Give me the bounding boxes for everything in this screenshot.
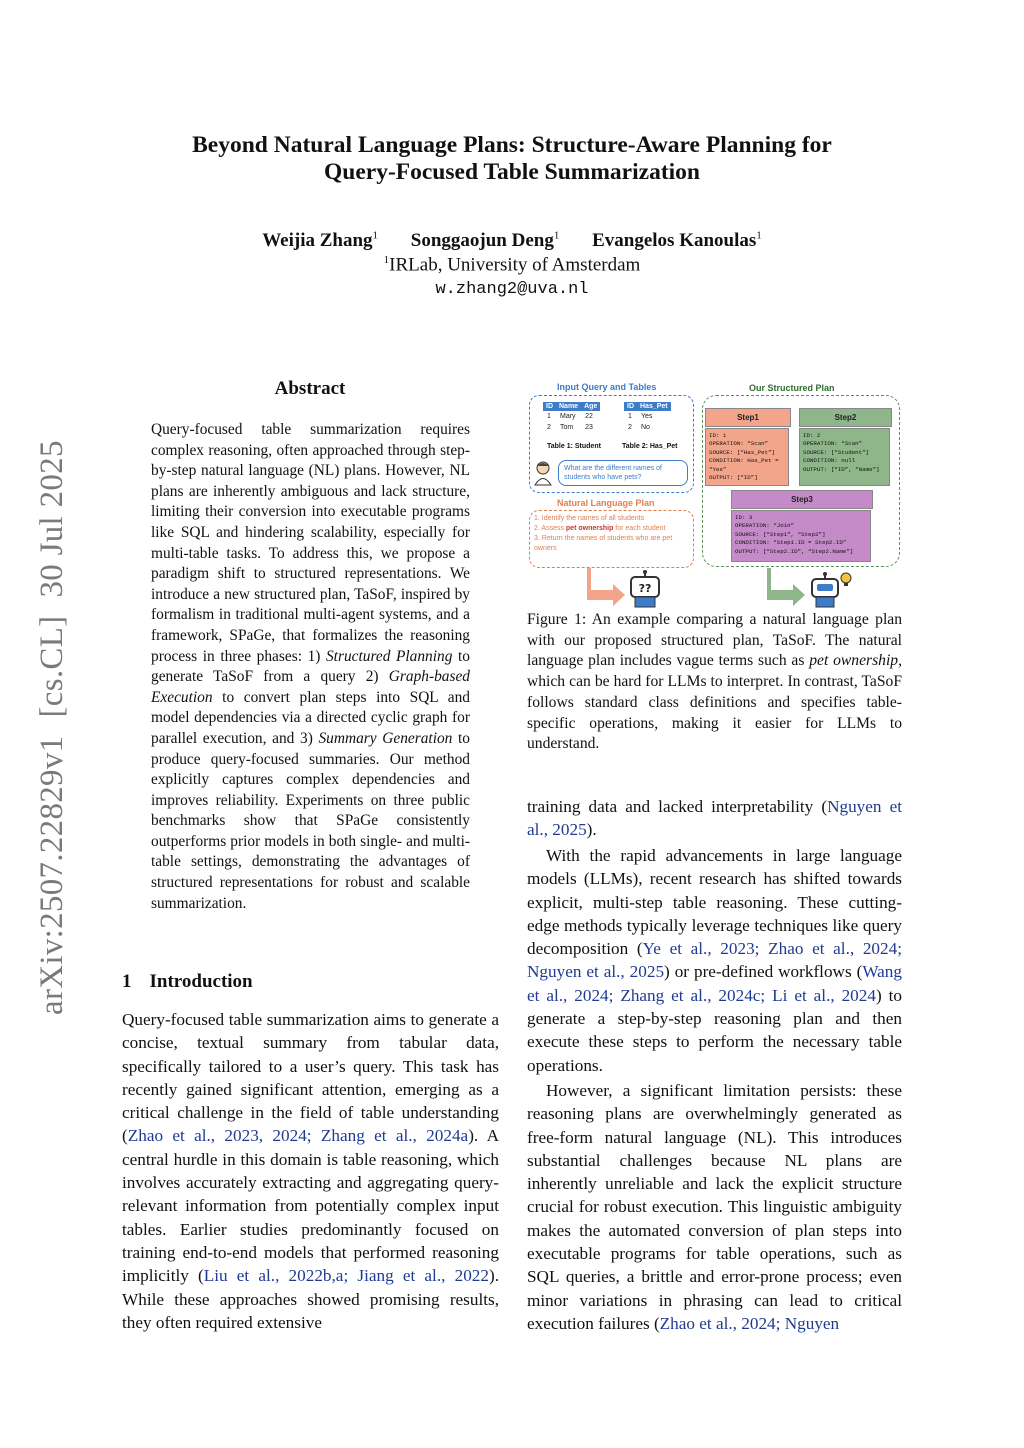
citation-link[interactable]: Nguyen et al., 2025 bbox=[527, 797, 902, 840]
step3-title: Step3 bbox=[731, 490, 873, 509]
confused-robot-icon bbox=[627, 570, 663, 610]
has-pet-table-caption: Table 2: Has_Pet bbox=[622, 443, 678, 450]
arxiv-date: 30 Jul 2025 bbox=[34, 440, 70, 598]
citation-link[interactable]: Wang et al., 2024; Zhang et al., 2024c; Li et al., 2024 bbox=[527, 962, 902, 1005]
arrow-to-happy-robot-icon bbox=[767, 568, 807, 608]
step3-body: ID: 3 OPERATION: “Join” SOURCE: [“Step1”, “Step2”] CONDITION: “Step1.ID = Step2.ID” OUTPUT: [“Step2.ID”, “Step2.Name”] bbox=[731, 510, 871, 562]
step2-body: ID: 2 OPERATION: “Scan” SOURCE: [“Student”] CONDITION: null OUTPUT: [“ID”, “Name”] bbox=[799, 428, 890, 486]
citation-link[interactable]: Zhao et al., 2024; Nguyen bbox=[659, 1313, 840, 1333]
section-heading: 1 Introduction bbox=[122, 971, 253, 992]
title-line-1: Beyond Natural Language Plans: Structure-Aware Planning for bbox=[192, 132, 832, 158]
citation-link[interactable]: Zhao et al., 2023, 2024; Zhang et al., 2024a bbox=[127, 1126, 469, 1146]
robot-text: ?? bbox=[638, 582, 652, 595]
citation-link[interactable]: Ye et al., 2023; Zhao et al., 2024; Nguyen et al., 2025 bbox=[527, 939, 902, 982]
happy-robot-icon bbox=[809, 570, 853, 610]
author: Evangelos Kanoulas$^1$ bbox=[592, 230, 762, 252]
intro-paragraph-3: However, a significant limitation persists: these reasoning plans are overwhelmingly generated as free-form natural language (NL). This introduces substantial challenges because NL plans are inherently unreliable and lack the explicit structure crucial for robust execution. This linguistic ambiguity makes the automated conversion of plan steps into executable programs for table operations, such as SQL queries, a brittle and error-prone process; even minor variations in phrasing can lead to critical execution failures (Zhao et al., 2024; Nguyen bbox=[527, 1081, 902, 1333]
author: Songgaojun Deng$^1$ bbox=[410, 230, 560, 252]
title-line-2: Query-Focused Table Summarization bbox=[323, 159, 700, 185]
paper-title bbox=[0, 132, 1024, 186]
author: Weijia Zhang$^1$ bbox=[262, 230, 379, 252]
figure-1-caption: Figure 1: An example comparing a natural language plan with our proposed structured plan, TaSoF. The natural language plan includes vague terms such as pet ownership, which can be hard for LLMs to interpret. In contrast, TaSoF follows standard class definitions and specifies table-specific operations, making it easier for LLMs to understand. bbox=[527, 611, 902, 753]
step2-title: Step2 bbox=[799, 408, 892, 427]
input-query-label: Input Query and Tables bbox=[557, 382, 657, 392]
arxiv-sidebar-stamp bbox=[34, 422, 71, 1015]
figure-1 bbox=[527, 380, 903, 612]
query-bubble: What are the different names of students who have pets? bbox=[558, 460, 688, 486]
affiliation: $^1$IRLab, University of Amsterdam bbox=[383, 254, 641, 276]
arrow-to-confused-robot-icon bbox=[587, 568, 627, 608]
step1-title: Step1 bbox=[705, 408, 791, 427]
author-email[interactable]: w.zhang2@uva.nl bbox=[435, 280, 589, 299]
nl-plan-label: Natural Language Plan bbox=[557, 498, 655, 508]
intro-paragraph-continued: training data and lacked interpretability (Nguyen et al., 2025). bbox=[527, 797, 902, 840]
student-table: ID Name Age 1 Mary 22 2 Tom 23 bbox=[543, 402, 600, 433]
step1-body: ID: 1 OPERATION: “Scan” SOURCE: [“Has_Pet”] CONDITION: Has_Pet = “Yes” OUTPUT: [“ID”] bbox=[705, 428, 789, 486]
nl-plan-steps: 1. Identify the names of all students 2. Assess pet ownership for each student 3. Return the names of students who are pet owners bbox=[534, 515, 673, 552]
user-icon bbox=[533, 460, 553, 486]
has-pet-table: ID Has_Pet 1 Yes 2 No bbox=[624, 402, 671, 433]
abstract-body: Query-focused table summarization requires complex reasoning, often approached through step-by-step natural language (NL) plans. However, NL plans are inherently ambiguous and lack structure, limiting their conversion into executable programs like SQL and hindering scalability, especially for multi-table tasks. To address this, we propose a paradigm shift to structured representations. We introduce a new structured plan, TaSoF, inspired by formalism in traditional multi-agent systems, and a framework, SPaGe, that formalizes the reasoning process in three phases: 1) Structured Planning to generate TaSoF from a query 2) Graph-based Execution to convert plan steps into SQL and model dependencies via a directed cyclic graph for parallel execution, and 3) Summary Generation to produce query-focused summaries. Our method explicitly captures complex dependencies and improves reliability. Experiments on three public benchmarks show that SPaGe consistently outperforms prior models in both single- and multi-table settings, demonstrating the advantages of structured representations for robust and scalable summarization. bbox=[151, 421, 470, 912]
student-table-caption: Table 1: Student bbox=[547, 443, 601, 450]
intro-paragraph-1: Query-focused table summarization aims to generate a concise, textual summary from tabular data, specifically tailored to a user’s query. This task has recently gained significant attention, emerging as a critical challenge in the field of table understanding (Zhao et al., 2023, 2024; Zhang et al., 2024a). A central hurdle in this domain is table reasoning, which involves accurately extracting and aggregating query-relevant information from potentially complex input tables. Earlier studies predominantly focused on training end-to-end models that performed reasoning implicitly (Liu et al., 2022b,a; Jiang et al., 2022). While these approaches showed promising results, they often required extensive bbox=[122, 1010, 500, 1332]
arxiv-id: arXiv:2507.22829v1 bbox=[34, 735, 70, 1015]
arxiv-category: [cs.CL] bbox=[34, 615, 70, 718]
author-list bbox=[0, 230, 1024, 252]
citation-link[interactable]: Liu et al., 2022b,a; Jiang et al., 2022 bbox=[203, 1266, 489, 1286]
structured-plan-label: Our Structured Plan bbox=[749, 383, 835, 393]
intro-paragraph-2: With the rapid advancements in large language models (LLMs), recent research has shifted towards explicit, multi-step table reasoning. These cutting-edge methods typically leverage techniques like query decomposition (Ye et al., 2023; Zhao et al., 2024; Nguyen et al., 2025) or pre-defined workflows (Wang et al., 2024; Zhang et al., 2024c; Li et al., 2024) to generate a step-by-step reasoning plan and then execute these steps to perform the necessary table operations. bbox=[527, 846, 902, 1075]
abstract-heading: Abstract bbox=[274, 378, 346, 399]
